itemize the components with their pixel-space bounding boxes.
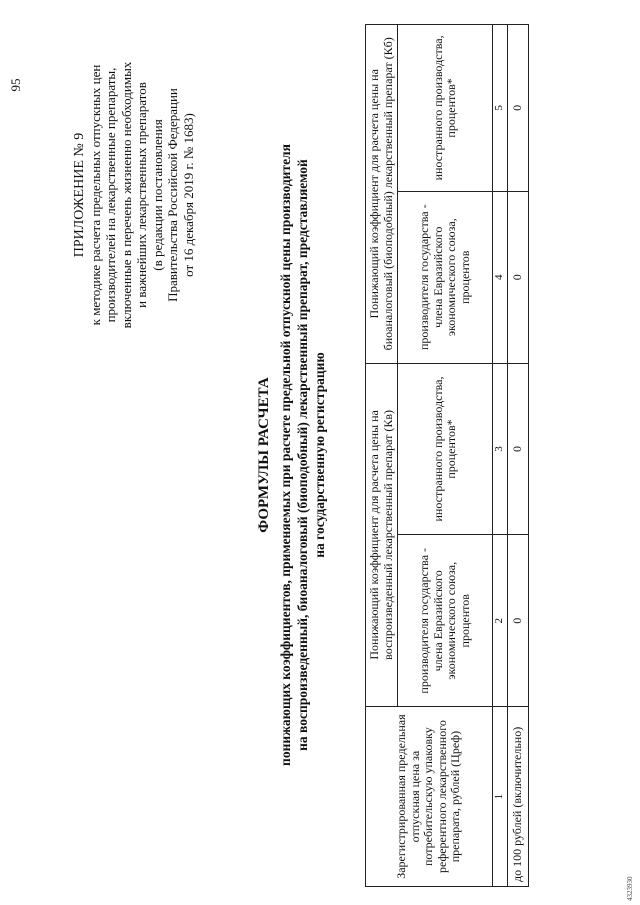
value-cell: 0 xyxy=(507,25,528,192)
appendix-line: производителей на лекарственные препараты, xyxy=(103,67,118,323)
table-row xyxy=(507,25,528,887)
page-number: 95 xyxy=(8,78,23,92)
appendix-line: (в редакции постановления xyxy=(149,119,165,271)
column-number: 4 xyxy=(493,191,508,363)
column-number: 5 xyxy=(493,25,508,192)
subheader-eaeu-manufacturer: производителя государства - члена Евразийского экономического союза, процентов xyxy=(398,535,493,707)
document-code: 4323930 xyxy=(626,876,634,901)
appendix-line: и важнейших лекарственных препаратов xyxy=(134,82,149,308)
title-line: на воспроизведенный, биоаналоговый (биоподобный) лекарственный препарат, представляемой xyxy=(295,159,310,751)
table-header-row xyxy=(366,25,398,887)
appendix-line: к методике расчета предельных отпускных цен xyxy=(87,64,103,326)
subheader-eaeu-manufacturer: производителя государства - члена Евразийского экономического союза, процентов xyxy=(398,191,493,363)
price-range-cell: до 100 рублей (включительно) xyxy=(507,707,528,887)
value-cell: 0 xyxy=(507,191,528,363)
appendix-line: включенные в перечень жизненно необходимых xyxy=(118,61,134,329)
header-reference-price: Зарегистрированная предельная отпускная цена за потребительскую упаковку референтного лекарственного препарата, рублей (Цреф) xyxy=(366,707,493,887)
column-number: 2 xyxy=(493,535,508,707)
appendix-line: от 16 декабря 2019 г. № 1683) xyxy=(180,113,196,277)
coefficients-table xyxy=(365,24,529,887)
title-line: на государственную регистрацию xyxy=(312,352,327,558)
title-line: понижающих коэффициентов, применяемых при расчете предельной отпускной цены производителя xyxy=(278,144,293,766)
appendix-line: Правительства Российской Федерации xyxy=(165,88,180,302)
document-title xyxy=(256,85,328,825)
header-biosimilar-coefficient: Понижающий коэффициент для расчета цены на биоаналоговый (биоподобный) лекарственный препарат (Кб) xyxy=(366,25,398,364)
value-cell: 0 xyxy=(507,535,528,707)
appendix-block xyxy=(72,45,196,345)
title-main: ФОРМУЛЫ РАСЧЕТА xyxy=(256,377,272,533)
column-number: 3 xyxy=(493,363,508,535)
column-number: 1 xyxy=(493,707,508,887)
column-number-row xyxy=(493,25,508,887)
subheader-foreign-production: иностранного производства, процентов* xyxy=(398,25,493,192)
header-generic-coefficient: Понижающий коэффициент для расчета цены на воспроизведенный лекарственный препарат (Кв) xyxy=(366,363,398,707)
appendix-title: ПРИЛОЖЕНИЕ № 9 xyxy=(72,132,87,258)
subheader-foreign-production: иностранного производства, процентов* xyxy=(398,363,493,535)
value-cell: 0 xyxy=(507,363,528,535)
